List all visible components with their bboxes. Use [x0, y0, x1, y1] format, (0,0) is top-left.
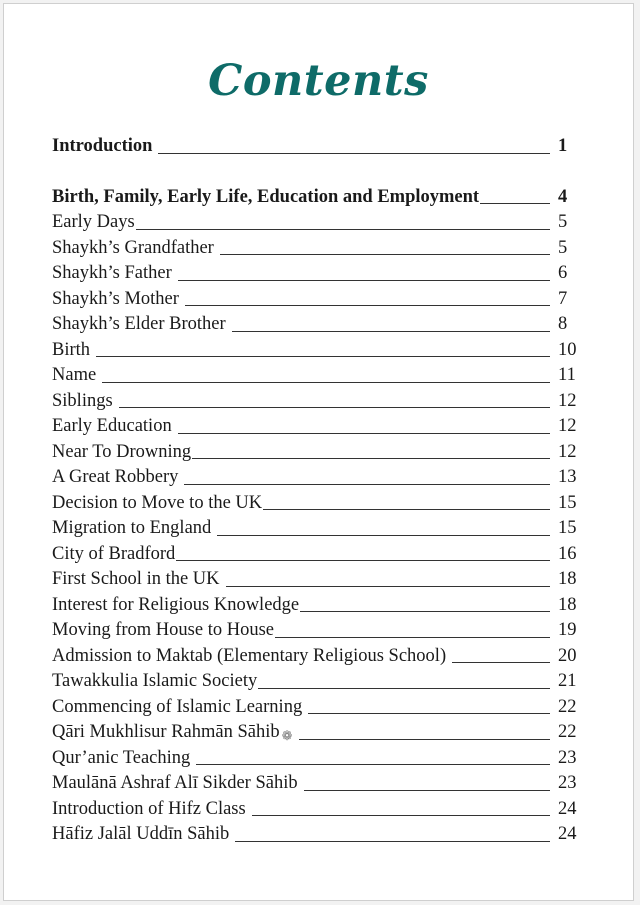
toc-entry-page: 22 [558, 696, 577, 717]
toc-entry[interactable] [52, 359, 584, 385]
toc-entry[interactable] [52, 232, 584, 258]
toc-entry-label: Moving from House to House [52, 620, 274, 640]
toc-entry-label: Qur’anic Teaching [52, 747, 191, 768]
dot-leader [136, 228, 550, 230]
toc-entry[interactable] [52, 512, 584, 538]
toc-entry[interactable] [52, 334, 584, 360]
toc-entry-label: Maulānā Ashraf Alī Sikder Sāhib [52, 773, 298, 793]
toc-entry-label: Birth, Family, Early Life, Education and Employment [52, 186, 480, 207]
toc-entry[interactable] [52, 665, 584, 691]
toc-entry-page: 24 [558, 824, 577, 844]
toc-entry[interactable] [52, 716, 584, 742]
dot-leader [275, 636, 550, 638]
toc-entry[interactable] [52, 130, 584, 156]
dot-leader [178, 279, 550, 281]
toc-entry-label: Early Days [52, 212, 135, 232]
toc-entry[interactable] [52, 257, 584, 283]
dot-leader [119, 406, 550, 408]
toc-entry[interactable] [52, 640, 584, 666]
toc-entry[interactable] [52, 691, 584, 717]
toc-entry[interactable] [52, 563, 584, 589]
dot-leader [480, 202, 550, 204]
toc-entry-page: 5 [558, 212, 568, 232]
toc-entry[interactable] [52, 206, 584, 232]
dot-leader [217, 534, 550, 536]
toc-entry[interactable] [52, 436, 584, 462]
dot-leader [178, 432, 550, 434]
toc-entry-label: Shaykh’s Grandfather [52, 237, 214, 258]
dot-leader [304, 789, 550, 791]
toc-entry[interactable] [52, 461, 584, 487]
toc-entry[interactable] [52, 767, 584, 793]
toc-entry-page: 10 [558, 339, 577, 360]
dot-leader [226, 585, 550, 587]
toc-entry-page: 12 [558, 390, 577, 411]
dot-leader [263, 508, 550, 510]
toc-entry-label: Decision to Move to the UK [52, 492, 263, 513]
toc-entry-page: 16 [558, 543, 577, 564]
toc-entry[interactable] [52, 308, 584, 334]
toc-entry-label: Shaykh’s Mother [52, 288, 179, 309]
toc-entry-label: Hāfiz Jalāl Uddīn Sāhib [52, 824, 230, 844]
dot-leader [184, 483, 550, 485]
toc-entry-page: 7 [558, 288, 568, 309]
toc-entry-page: 6 [558, 263, 568, 283]
toc-entry-page: 20 [558, 645, 577, 666]
toc-entry-label: Interest for Religious Knowledge [52, 594, 300, 615]
dot-leader [299, 738, 550, 740]
dot-leader [300, 610, 550, 612]
toc-entry[interactable] [52, 538, 584, 564]
toc-entry-page: 23 [558, 747, 577, 768]
dot-leader [252, 814, 550, 816]
document-page [3, 3, 634, 901]
toc-entry-label: Near To Drowning [52, 441, 192, 462]
page-title: Contents [208, 56, 429, 106]
toc-entry-label: Shaykh’s Father [52, 263, 172, 283]
toc-entry-label: Early Education [52, 416, 172, 436]
toc-entry-page: 5 [558, 237, 568, 258]
honorific-icon: ❁ [281, 727, 293, 743]
dot-leader [96, 355, 550, 357]
toc-entry[interactable] [52, 181, 584, 207]
toc-entry-label: Siblings [52, 390, 113, 411]
toc-entry-label: First School in the UK [52, 569, 220, 589]
dot-leader [220, 253, 550, 255]
dot-leader [232, 330, 550, 332]
toc-entry[interactable] [52, 385, 584, 411]
toc-entry[interactable] [52, 614, 584, 640]
toc-entry[interactable] [52, 487, 584, 513]
dot-leader [192, 457, 550, 459]
toc-entry-page: 22 [558, 722, 577, 742]
toc-entry-page: 13 [558, 467, 577, 487]
toc-entry-label: Introduction of Hifz Class [52, 798, 246, 819]
dot-leader [185, 304, 550, 306]
table-of-contents [52, 130, 584, 844]
dot-leader [102, 381, 550, 383]
toc-entry-page: 12 [558, 416, 577, 436]
toc-entry-page: 4 [558, 186, 568, 207]
toc-entry[interactable] [52, 410, 584, 436]
toc-entry[interactable] [52, 818, 584, 844]
dot-leader [235, 840, 550, 842]
dot-leader [176, 559, 550, 561]
toc-entry-page: 18 [558, 569, 577, 589]
toc-entry-label: Commencing of Islamic Learning [52, 696, 303, 717]
toc-entry-label: Name [52, 365, 97, 385]
toc-entry-label: City of Bradford [52, 543, 176, 564]
toc-entry[interactable] [52, 793, 584, 819]
toc-entry-label: A Great Robbery [52, 467, 179, 487]
toc-entry[interactable] [52, 589, 584, 615]
toc-entry-label: Admission to Maktab (Elementary Religious School) [52, 645, 447, 666]
toc-entry[interactable] [52, 742, 584, 768]
toc-entry-label: Introduction [52, 136, 153, 156]
toc-entry-page: 21 [558, 671, 577, 691]
toc-entry-page: 8 [558, 314, 568, 334]
toc-entry-page: 12 [558, 441, 577, 462]
toc-entry-label: Birth [52, 339, 91, 360]
dot-leader [158, 152, 550, 154]
dot-leader [452, 661, 550, 663]
toc-entry-label: Tawakkulia Islamic Society [52, 671, 258, 691]
toc-entry-page: 1 [558, 136, 568, 156]
toc-entry-page: 18 [558, 594, 577, 615]
toc-entry-label: Qāri Mukhlisur Rahmān Sāhib [52, 722, 280, 742]
toc-entry-page: 15 [558, 518, 577, 538]
toc-entry-page: 24 [558, 798, 577, 819]
dot-leader [258, 687, 550, 689]
toc-entry-page: 19 [558, 620, 577, 640]
dot-leader [308, 712, 550, 714]
dot-leader [196, 763, 550, 765]
toc-entry[interactable] [52, 283, 584, 309]
toc-entry-page: 23 [558, 773, 577, 793]
toc-entry-label: Shaykh’s Elder Brother [52, 314, 226, 334]
toc-entry-label: Migration to England [52, 518, 212, 538]
toc-entry-page: 15 [558, 492, 577, 513]
toc-entry-page: 11 [558, 365, 576, 385]
